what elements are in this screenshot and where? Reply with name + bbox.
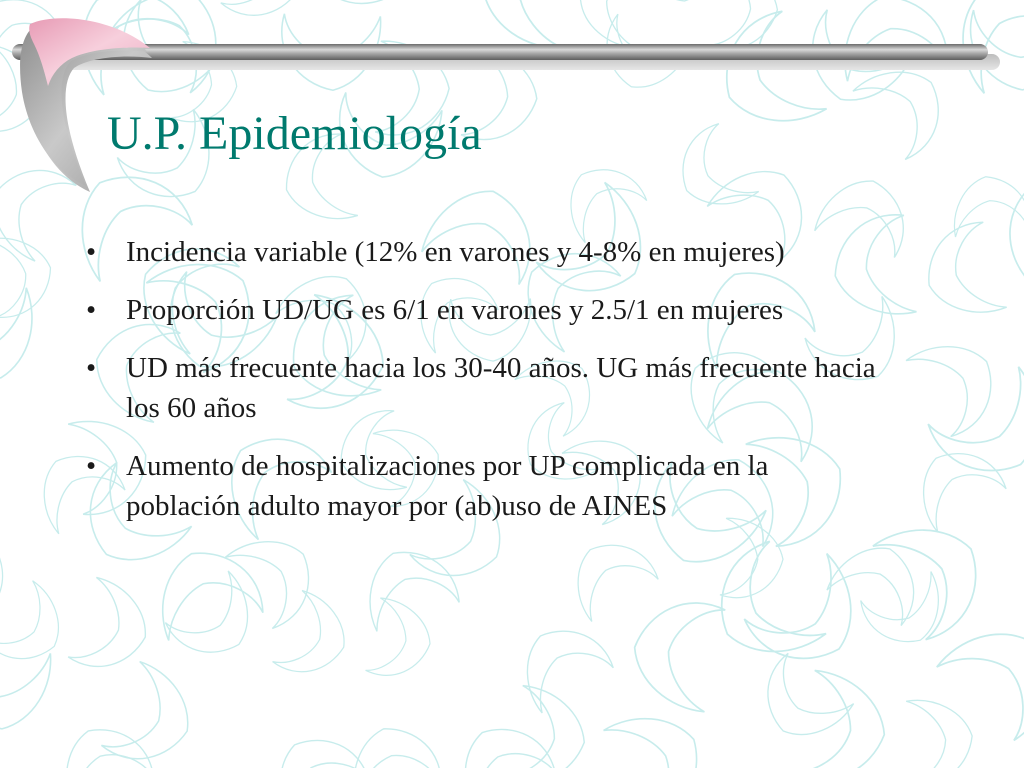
bullet-item [86,232,886,272]
bullet-text: UD más frecuente hacia los 30-40 años. UG más frecuente hacia los 60 años [126,352,876,424]
bullet-icon: • [86,294,97,326]
boomerang-logo-icon [0,0,180,200]
bullet-icon: • [86,352,97,384]
bullet-icon: • [86,450,97,482]
bullet-item [86,446,886,526]
bullet-item [86,290,886,330]
slide-title: U.P. Epidemiología [107,107,482,160]
bullet-icon: • [86,236,97,268]
bullet-text: Aumento de hospitalizaciones por UP complicada en la población adulto mayor por (ab)uso de AINES [126,450,769,522]
bullet-list [86,232,886,544]
bullet-text: Incidencia variable (12% en varones y 4-8% en mujeres) [126,236,785,268]
bullet-text: Proporción UD/UG es 6/1 en varones y 2.5/1 en mujeres [126,294,784,326]
bullet-item [86,348,886,428]
